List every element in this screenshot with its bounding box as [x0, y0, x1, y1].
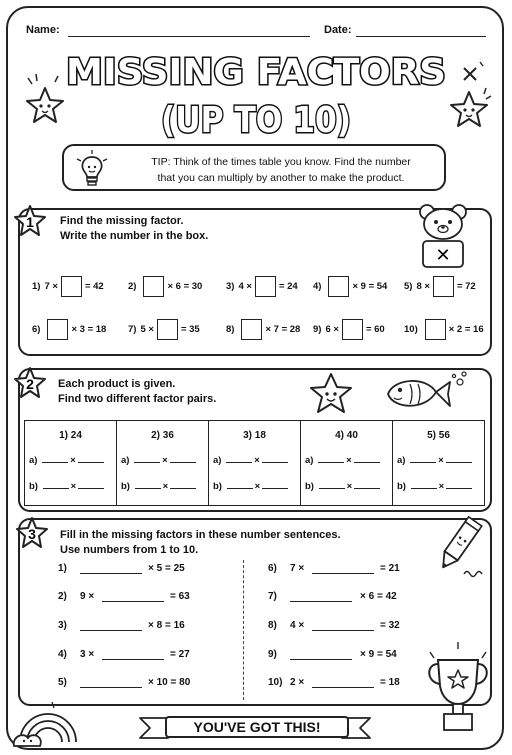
problem-number: 4): [58, 649, 67, 660]
factor-pair-column: [301, 421, 393, 505]
star-icon: [306, 370, 356, 418]
problem-text: × 9 = 54: [352, 280, 388, 292]
answer-box[interactable]: [328, 276, 349, 297]
answer-box[interactable]: [47, 319, 68, 340]
answer-blank[interactable]: [446, 455, 472, 463]
problem-text: 4 ×: [238, 280, 252, 292]
row-label: b): [29, 481, 38, 492]
times-sign: ×: [438, 481, 445, 492]
section-1-instruction: [60, 214, 208, 244]
answer-blank[interactable]: [354, 455, 380, 463]
problem-text: 6 ×: [325, 323, 339, 335]
answer-blank[interactable]: [410, 455, 436, 463]
row-label: a): [397, 455, 406, 466]
problem-number: 7): [268, 591, 277, 602]
times-sign: ×: [70, 481, 77, 492]
tip-text: [122, 154, 440, 186]
column-divider: [243, 560, 244, 700]
section-3-number: 3: [28, 526, 36, 542]
factor-pair-column: [25, 421, 117, 505]
title-line-1: MISSING FACTORS: [66, 52, 446, 93]
sentence-10: [268, 677, 418, 691]
times-sign: ×: [438, 455, 444, 466]
times-sign: ×: [254, 481, 261, 492]
pair-row-a: [121, 455, 198, 466]
column-header: 3) 18: [243, 430, 266, 441]
problem-text: 8 ×: [416, 280, 430, 292]
problem-number: 9): [268, 649, 277, 660]
row-label: a): [121, 455, 130, 466]
factor-pair-column: [209, 421, 301, 505]
section-1-badge: [12, 204, 48, 240]
star-icon: [444, 82, 494, 137]
page-title: [0, 44, 512, 144]
problem-text: = 27: [170, 649, 190, 660]
sentence-2: [58, 591, 238, 605]
times-sign: ×: [162, 481, 169, 492]
section-1-instruction-line-1: Find the missing factor.: [60, 215, 184, 227]
answer-box[interactable]: [143, 276, 164, 297]
problem-number: 1): [58, 563, 67, 574]
answer-blank[interactable]: [312, 687, 374, 688]
row-label: b): [213, 481, 222, 492]
answer-blank[interactable]: [42, 455, 68, 463]
problem-text: = 24: [278, 280, 298, 292]
problem-6: [32, 318, 106, 340]
problem-number: 5): [58, 677, 67, 688]
rainbow-icon: [12, 694, 84, 748]
problem-text: 2 ×: [290, 677, 305, 688]
sentence-6: [268, 563, 418, 577]
bear-icon: [414, 202, 472, 272]
name-field[interactable]: [68, 36, 310, 37]
sentence-9: [268, 649, 418, 663]
problem-text: 3 ×: [80, 649, 95, 660]
answer-blank[interactable]: [319, 481, 345, 489]
answer-box[interactable]: [433, 276, 454, 297]
problem-text: × 7 = 28: [265, 323, 301, 335]
problem-number: 3): [226, 280, 235, 292]
pair-row-b: [397, 481, 474, 492]
section-1-instruction-line-2: Write the number in the box.: [60, 230, 209, 242]
problem-text: × 6 = 42: [360, 591, 397, 602]
problem-text: × 10 = 80: [148, 677, 191, 688]
problem-text: × 2 = 16: [448, 323, 484, 335]
problem-9: [313, 318, 385, 340]
encouragement-banner: YOU'VE GOT THIS!: [165, 716, 349, 738]
answer-box[interactable]: [157, 319, 178, 340]
answer-blank[interactable]: [43, 481, 69, 489]
date-label: Date:: [324, 24, 352, 36]
section-1-number: 1: [26, 214, 34, 230]
problem-text: = 42: [84, 280, 104, 292]
problem-5: [404, 275, 476, 297]
sentence-8: [268, 620, 418, 634]
section-2-instruction: [58, 377, 216, 407]
sparkle-icon: [456, 58, 486, 86]
problem-10: [404, 318, 484, 340]
answer-box[interactable]: [61, 276, 82, 297]
section-2-number: 2: [26, 376, 34, 392]
times-sign: ×: [346, 481, 353, 492]
sentence-1: [58, 563, 238, 577]
column-header: 2) 36: [151, 430, 174, 441]
answer-blank[interactable]: [262, 481, 288, 489]
times-sign: ×: [346, 455, 352, 466]
problem-7: [128, 318, 200, 340]
pair-row-b: [121, 481, 198, 492]
problem-text: = 32: [380, 620, 400, 631]
sentence-4: [58, 649, 238, 663]
problem-number: 2): [128, 280, 137, 292]
problem-text: × 5 = 25: [148, 563, 185, 574]
answer-blank[interactable]: [80, 573, 142, 574]
tip-box: [62, 144, 446, 191]
answer-blank[interactable]: [354, 481, 380, 489]
sentence-5: [58, 677, 238, 691]
answer-blank[interactable]: [78, 481, 104, 489]
answer-blank[interactable]: [312, 573, 374, 574]
problem-text: 5 ×: [140, 323, 154, 335]
bear-sign-symbol: ✕: [435, 245, 451, 266]
lightbulb-icon: [74, 149, 110, 189]
row-label: b): [397, 481, 406, 492]
factor-pair-column: [117, 421, 209, 505]
answer-blank[interactable]: [262, 455, 288, 463]
title-line-2: (UP TO 10): [161, 100, 351, 141]
problem-number: 8): [268, 620, 277, 631]
problem-text: × 6 = 30: [167, 280, 203, 292]
pair-row-a: [397, 455, 474, 466]
star-icon: [20, 70, 70, 130]
problem-number: 6): [268, 563, 277, 574]
section-3-instruction-line-2: Use numbers from 1 to 10.: [60, 544, 199, 556]
answer-blank[interactable]: [446, 481, 472, 489]
problem-number: 2): [58, 591, 67, 602]
row-label: b): [121, 481, 130, 492]
problem-number: 10): [268, 677, 283, 688]
sentence-3: [58, 620, 238, 634]
problem-text: = 60: [365, 323, 385, 335]
pair-row-b: [29, 481, 106, 492]
pair-row-b: [305, 481, 382, 492]
answer-blank[interactable]: [102, 601, 164, 602]
section-2-badge: [12, 366, 48, 402]
problem-3: [226, 275, 298, 297]
pair-row-a: [305, 455, 382, 466]
section-3-instruction: [60, 528, 341, 558]
answer-blank[interactable]: [80, 630, 142, 631]
problem-number: 1): [32, 280, 41, 292]
problem-1: [32, 275, 104, 297]
pencil-icon: [430, 514, 486, 578]
problem-number: 8): [226, 323, 235, 335]
section-3-instruction-line-1: Fill in the missing factors in these number sentences.: [60, 529, 341, 541]
sentence-7: [268, 591, 418, 605]
answer-blank[interactable]: [78, 455, 104, 463]
answer-blank[interactable]: [170, 455, 196, 463]
problem-text: 9 ×: [80, 591, 95, 602]
answer-blank[interactable]: [134, 455, 160, 463]
problem-text: 7 ×: [44, 280, 58, 292]
answer-box[interactable]: [255, 276, 276, 297]
date-field[interactable]: [356, 36, 486, 37]
problem-number: 9): [313, 323, 322, 335]
problem-2: [128, 275, 202, 297]
pair-row-a: [29, 455, 106, 466]
problem-text: = 35: [180, 323, 200, 335]
times-sign: ×: [70, 455, 76, 466]
answer-blank[interactable]: [312, 630, 374, 631]
answer-blank[interactable]: [318, 455, 344, 463]
answer-blank[interactable]: [411, 481, 437, 489]
name-label: Name:: [26, 24, 60, 36]
problem-text: 4 ×: [290, 620, 305, 631]
factor-pairs-table: [24, 420, 485, 506]
problem-8: [226, 318, 300, 340]
problem-number: 10): [404, 323, 418, 335]
answer-blank[interactable]: [80, 687, 142, 688]
problem-text: × 3 = 18: [71, 323, 107, 335]
name-date-row: [26, 24, 486, 40]
pair-row-a: [213, 455, 290, 466]
answer-blank[interactable]: [227, 481, 253, 489]
row-label: b): [305, 481, 314, 492]
factor-pair-column: [393, 421, 484, 505]
problem-4: [313, 275, 387, 297]
problem-text: × 9 = 54: [360, 649, 397, 660]
problem-text: = 18: [380, 677, 400, 688]
problem-number: 3): [58, 620, 67, 631]
row-label: a): [213, 455, 222, 466]
problem-text: = 21: [380, 563, 400, 574]
answer-blank[interactable]: [170, 481, 196, 489]
pair-row-b: [213, 481, 290, 492]
problem-text: × 8 = 16: [148, 620, 185, 631]
problem-number: 7): [128, 323, 137, 335]
problem-text: = 72: [456, 280, 476, 292]
answer-blank[interactable]: [135, 481, 161, 489]
answer-blank[interactable]: [226, 455, 252, 463]
section-2-instruction-line-1: Each product is given.: [58, 378, 176, 390]
answer-box[interactable]: [425, 319, 446, 340]
problem-number: 4): [313, 280, 322, 292]
column-header: 4) 40: [335, 430, 358, 441]
tip-line-1: TIP: Think of the times table you know. Find the number: [151, 156, 411, 168]
answer-blank[interactable]: [290, 659, 352, 660]
answer-blank[interactable]: [102, 659, 164, 660]
answer-blank[interactable]: [290, 601, 352, 602]
problem-text: = 63: [170, 591, 190, 602]
column-header: 1) 24: [59, 430, 82, 441]
times-sign: ×: [254, 455, 260, 466]
answer-box[interactable]: [241, 319, 262, 340]
problem-text: 7 ×: [290, 563, 305, 574]
section-3-badge: [14, 516, 50, 552]
answer-box[interactable]: [342, 319, 363, 340]
times-sign: ×: [162, 455, 168, 466]
column-header: 5) 56: [427, 430, 450, 441]
tip-line-2: that you can multiply by another to make the product.: [157, 172, 405, 184]
problem-number: 6): [32, 323, 41, 335]
section-2-instruction-line-2: Find two different factor pairs.: [58, 393, 217, 405]
problem-number: 5): [404, 280, 413, 292]
row-label: a): [29, 455, 38, 466]
trophy-icon: [420, 640, 496, 740]
fish-icon: [380, 370, 472, 416]
row-label: a): [305, 455, 314, 466]
